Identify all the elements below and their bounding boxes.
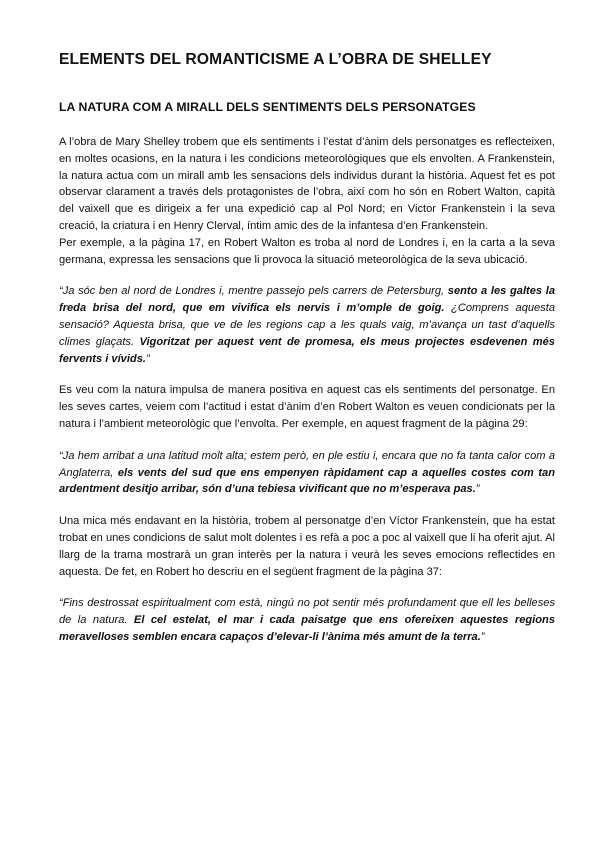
paragraph-example-walton: Per exemple, a la pàgina 17, en Robert Walton es troba al nord de Londres i, en la carta a la seva germana, expressa les sensacions que li provoca la situació meteorològica de la seva ubicació. [59,236,555,266]
quote-walton-latitude [59,448,555,498]
paragraph-frankenstein: Una mica més endavant en la història, trobem al personatge d’en Víctor Frankenstein, que ha estat trobat en unes condicions de salut molt dolentes i es refà a poc a poc al vaixell que li ha oferit ajut. Al llarg de la trama mostrarà un gran interès per la natura i veurà les seves emocions reflectides en aquesta. De fet, en Robert ho descriu en el següent fragment de la pàgina 37: [59,515,555,578]
quote-highlight: El cel estelat, el mar i cada paisatge que ens ofereixen aquestes regions meravelloses semblen encara capaços d’elevar-li l’ànima més amunt de la terra. [59,614,555,643]
quote-text: “Ja sóc ben al nord de Londres i, mentre passejo pels carrers de Petersburg, [59,285,448,298]
quote-close: ” [480,630,485,643]
quote-walton-petersburg [59,283,555,367]
quote-text: “Ja hem arribat a una latitud molt alta; estem però, en ple estiu i, encara que no fa tanta calor com a Anglaterra, [59,449,555,479]
document-title: ELEMENTS DEL ROMANTICISME A L’OBRA DE SHELLEY [59,51,492,68]
quote-highlight: Vigoritzat per aquest vent de promesa, els meus projectes esdevenen més fervents i vívids. [59,335,555,365]
quote-highlight: els vents del sud que ens empenyen ràpidament cap a aquelles costes com tan ardentment desitjo arribar, són d’una tebiesa vivificant que no m’esperava pas. [59,466,555,496]
quote-text: “Fins destrossat espiritualment com està, ningú no pot sentir més profundament que ell les belleses de la natura. [59,597,555,627]
paragraph-analysis-walton: Es veu com la natura impulsa de manera positiva en aquest cas els sentiments del personatge. En les seves cartes, veiem com l’actitud i estat d’ànim d’en Robert Walton es veuen condicionats per la natura i l’ambient meteorològic que l’envolta. Per exemple, en aquest fragment de la pàgina 29: [59,384,555,430]
quote-close: ” [475,483,480,496]
quote-text: ¿Comprens aquesta sensació? Aquesta brisa, que ve de les regions cap a les quals vaig, m’avança un tast d’aquells climes glaçats. [59,302,556,348]
paragraph-intro: A l’obra de Mary Shelley trobem que els sentiments i l’estat d’ànim dels personatges es reflecteixen, en moltes ocasions, en la natura i les condicions meteorològiques que els envolten. A Frankenstein, la natura actua com un mirall amb les sensacions dels individus durant la història. Aquest fet es pot observar clarament a través dels protagonistes de l’obra, així com ho són en Robert Walton, capità del vaixell que es dirigeix a fer una expedició cap al Pol Nord; en Victor Frankenstein i la seva creació, la criatura i en Henry Clerval, íntim amic des de la infantesa d’en Frankenstein. [59,136,555,232]
quote-close: ” [145,352,150,365]
quote-frankenstein-nature [59,595,555,645]
section-heading: LA NATURA COM A MIRALL DELS SENTIMENTS DELS PERSONATGES [59,100,476,114]
quote-highlight: sento a les galtes la freda brisa del nord, que em vivifica els nervis i m’omple de goig. [59,285,555,315]
